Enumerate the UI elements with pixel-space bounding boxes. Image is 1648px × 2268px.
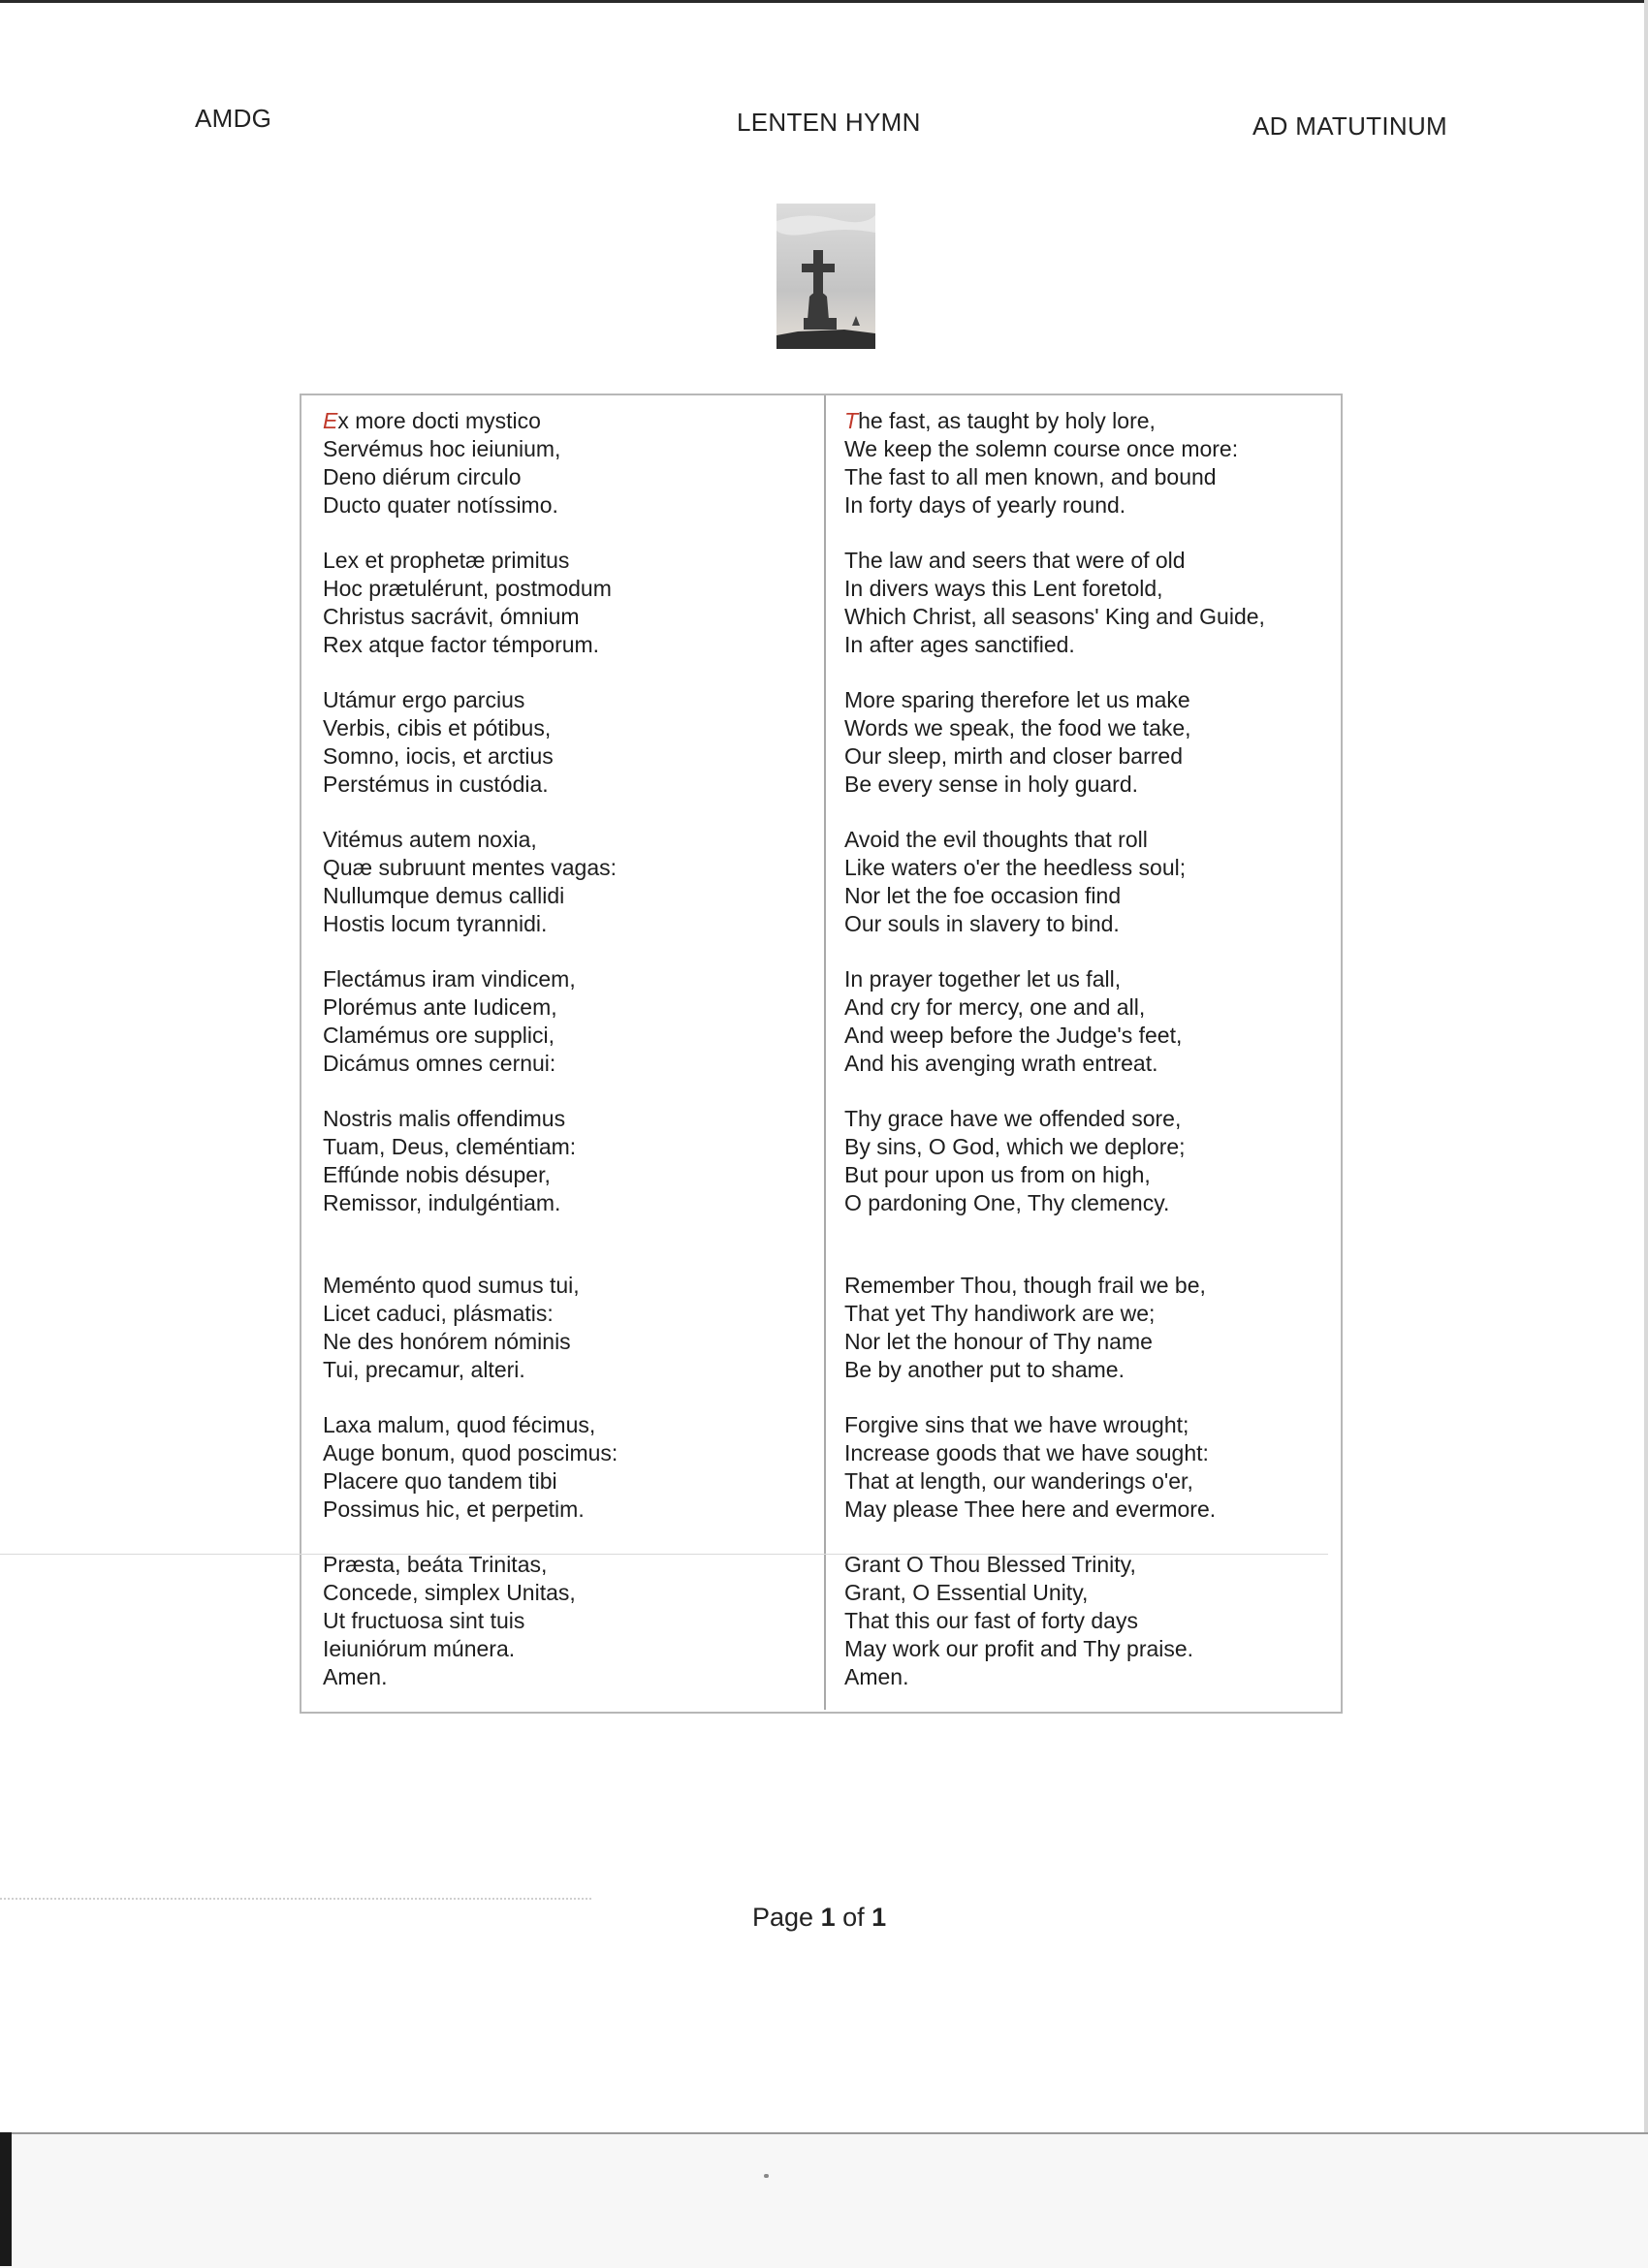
- page-footer: [752, 1903, 886, 1933]
- english-verse-line: Grant, O Essential Unity,: [844, 1580, 1089, 1605]
- latin-verse-line: Lex et prophetæ primitus: [323, 548, 570, 573]
- drop-cap: T: [844, 408, 859, 433]
- latin-verse-line: Meménto quod sumus tui,: [323, 1273, 580, 1298]
- english-verse-line: Words we speak, the food we take,: [844, 715, 1191, 740]
- english-verse-line: Amen.: [844, 1664, 909, 1689]
- english-verse-line: May work our profit and Thy praise.: [844, 1636, 1194, 1661]
- english-verse-line: Forgive sins that we have wrought;: [844, 1412, 1189, 1437]
- english-verse-line: By sins, O God, which we deplore;: [844, 1134, 1186, 1159]
- english-stanza: [844, 686, 1329, 799]
- latin-stanza: [323, 686, 808, 799]
- english-verse-line: Which Christ, all seasons' King and Guide,: [844, 604, 1265, 629]
- english-verse-line: That this our fast of forty days: [844, 1608, 1138, 1633]
- latin-verse-line: Ducto quater notíssimo.: [323, 492, 558, 518]
- english-verse-line: Nor let the foe occasion find: [844, 883, 1122, 908]
- latin-verse-line: Concede, simplex Unitas,: [323, 1580, 576, 1605]
- latin-verse-line: Præsta, beáta Trinitas,: [323, 1552, 548, 1577]
- header-right: AD MATUTINUM: [1252, 111, 1447, 141]
- english-verse-text: he fast, as taught by holy lore,: [858, 408, 1156, 433]
- scan-top-edge: [0, 0, 1648, 3]
- english-verse-line: And cry for mercy, one and all,: [844, 994, 1146, 1020]
- latin-verse-line: Hoc prætulérunt, postmodum: [323, 576, 612, 601]
- scan-bottom-edge: [0, 2132, 12, 2266]
- dotted-rule: [0, 1898, 591, 1900]
- latin-stanza: [323, 1551, 808, 1691]
- english-stanza: [844, 826, 1329, 938]
- latin-verse-line: Dicámus omnes cernui:: [323, 1051, 556, 1076]
- latin-verse-line: Tui, precamur, alteri.: [323, 1357, 525, 1382]
- header-left: AMDG: [195, 104, 272, 133]
- page-prefix: Page: [752, 1903, 821, 1932]
- english-verse-line: Grant O Thou Blessed Trinity,: [844, 1552, 1136, 1577]
- english-verse-line: Remember Thou, though frail we be,: [844, 1273, 1206, 1298]
- drop-cap: E: [323, 408, 338, 433]
- english-stanza: [844, 1105, 1329, 1217]
- latin-verse-line: Vitémus autem noxia,: [323, 827, 537, 852]
- english-verse-line: In prayer together let us fall,: [844, 966, 1122, 992]
- english-stanza: [844, 965, 1329, 1078]
- english-verse-line: Like waters o'er the heedless soul;: [844, 855, 1187, 880]
- english-verse-line: In divers ways this Lent foretold,: [844, 576, 1163, 601]
- english-verse-line: Increase goods that we have sought:: [844, 1440, 1209, 1465]
- page-current: 1: [820, 1903, 836, 1932]
- latin-verse-line: Remissor, indulgéntiam.: [323, 1190, 561, 1215]
- english-verse-line: That yet Thy handiwork are we;: [844, 1301, 1156, 1326]
- latin-verse-line: Hostis locum tyrannidi.: [323, 911, 548, 936]
- english-column: [844, 407, 1329, 1718]
- english-verse-line: Be every sense in holy guard.: [844, 772, 1139, 797]
- english-verse-line: That at length, our wanderings o'er,: [844, 1468, 1193, 1494]
- latin-stanza: [323, 1411, 808, 1524]
- cross-silhouette-image: [776, 204, 875, 349]
- english-verse-line: But pour upon us from on high,: [844, 1162, 1151, 1187]
- latin-verse-line: Christus sacrávit, ómnium: [323, 604, 580, 629]
- latin-verse-line: Somno, iocis, et arctius: [323, 743, 554, 769]
- english-verse-line: Thy grace have we offended sore,: [844, 1106, 1182, 1131]
- english-verse-line: The law and seers that were of old: [844, 548, 1186, 573]
- latin-verse-line: Licet caduci, plásmatis:: [323, 1301, 554, 1326]
- scan-bottom-area: [0, 2132, 1648, 2268]
- latin-verse-line: Rex atque factor témporum.: [323, 632, 600, 657]
- english-stanza: [844, 1411, 1329, 1524]
- english-verse-line: Nor let the honour of Thy name: [844, 1329, 1153, 1354]
- english-stanza: [844, 547, 1329, 659]
- header-title: LENTEN HYMN: [737, 108, 921, 137]
- english-verse-line: In forty days of yearly round.: [844, 492, 1126, 518]
- latin-verse-line: Deno diérum circulo: [323, 464, 522, 489]
- latin-verse-line: Ne des honórem nóminis: [323, 1329, 571, 1354]
- cross-icon: [776, 204, 875, 349]
- latin-stanza: [323, 1105, 808, 1217]
- english-verse-line: And weep before the Judge's feet,: [844, 1023, 1183, 1048]
- english-verse-line: More sparing therefore let us make: [844, 687, 1190, 712]
- latin-verse-line: Utámur ergo parcius: [323, 687, 525, 712]
- latin-verse-line: Perstémus in custódia.: [323, 772, 549, 797]
- english-verse-line: And his avenging wrath entreat.: [844, 1051, 1158, 1076]
- latin-verse-line: Clamémus ore supplici,: [323, 1023, 555, 1048]
- latin-verse-line: Servémus hoc ieiunium,: [323, 436, 561, 461]
- english-verse-line: O pardoning One, Thy clemency.: [844, 1190, 1170, 1215]
- latin-verse-line: Effúnde nobis désuper,: [323, 1162, 551, 1187]
- scan-dust-speck: [764, 2174, 769, 2178]
- latin-verse-line: Nullumque demus callidi: [323, 883, 565, 908]
- latin-stanza: [323, 407, 808, 520]
- english-verse-line: The fast to all men known, and bound: [844, 464, 1217, 489]
- latin-stanza: [323, 547, 808, 659]
- latin-verse-line: Ieiuniórum múnera.: [323, 1636, 516, 1661]
- english-stanza: [844, 1551, 1329, 1691]
- latin-verse-line: [323, 407, 808, 435]
- latin-verse-line: Tuam, Deus, cleméntiam:: [323, 1134, 577, 1159]
- latin-verse-line: Auge bonum, quod poscimus:: [323, 1440, 618, 1465]
- latin-stanza: [323, 1272, 808, 1384]
- latin-verse-line: Placere quo tandem tibi: [323, 1468, 557, 1494]
- latin-verse-line: Amen.: [323, 1664, 388, 1689]
- latin-verse-line: Quæ subruunt mentes vagas:: [323, 855, 617, 880]
- scan-right-edge: [1644, 0, 1648, 2266]
- latin-verse-line: Laxa malum, quod fécimus,: [323, 1412, 596, 1437]
- page-total: 1: [872, 1903, 887, 1932]
- latin-column: [323, 407, 808, 1718]
- english-verse-line: May please Thee here and evermore.: [844, 1496, 1217, 1522]
- latin-stanza: [323, 826, 808, 938]
- latin-verse-line: Plorémus ante Iudicem,: [323, 994, 557, 1020]
- english-verse-line: [844, 407, 1329, 435]
- english-verse-line: Our sleep, mirth and closer barred: [844, 743, 1183, 769]
- latin-verse-line: Flectámus iram vindicem,: [323, 966, 576, 992]
- english-verse-line: In after ages sanctified.: [844, 632, 1075, 657]
- latin-verse-line: Verbis, cibis et pótibus,: [323, 715, 552, 740]
- latin-verse-line: Nostris malis offendimus: [323, 1106, 566, 1131]
- english-stanza: [844, 1272, 1329, 1384]
- english-verse-line: Avoid the evil thoughts that roll: [844, 827, 1148, 852]
- english-verse-line: Be by another put to shame.: [844, 1357, 1125, 1382]
- english-verse-line: Our souls in slavery to bind.: [844, 911, 1120, 936]
- latin-stanza: [323, 965, 808, 1078]
- english-verse-line: We keep the solemn course once more:: [844, 436, 1239, 461]
- latin-verse-line: Possimus hic, et perpetim.: [323, 1496, 585, 1522]
- latin-verse-line: Ut fructuosa sint tuis: [323, 1608, 525, 1633]
- page-middle: of: [835, 1903, 872, 1932]
- latin-verse-text: x more docti mystico: [337, 408, 541, 433]
- column-divider: [824, 395, 826, 1710]
- english-stanza: [844, 407, 1329, 520]
